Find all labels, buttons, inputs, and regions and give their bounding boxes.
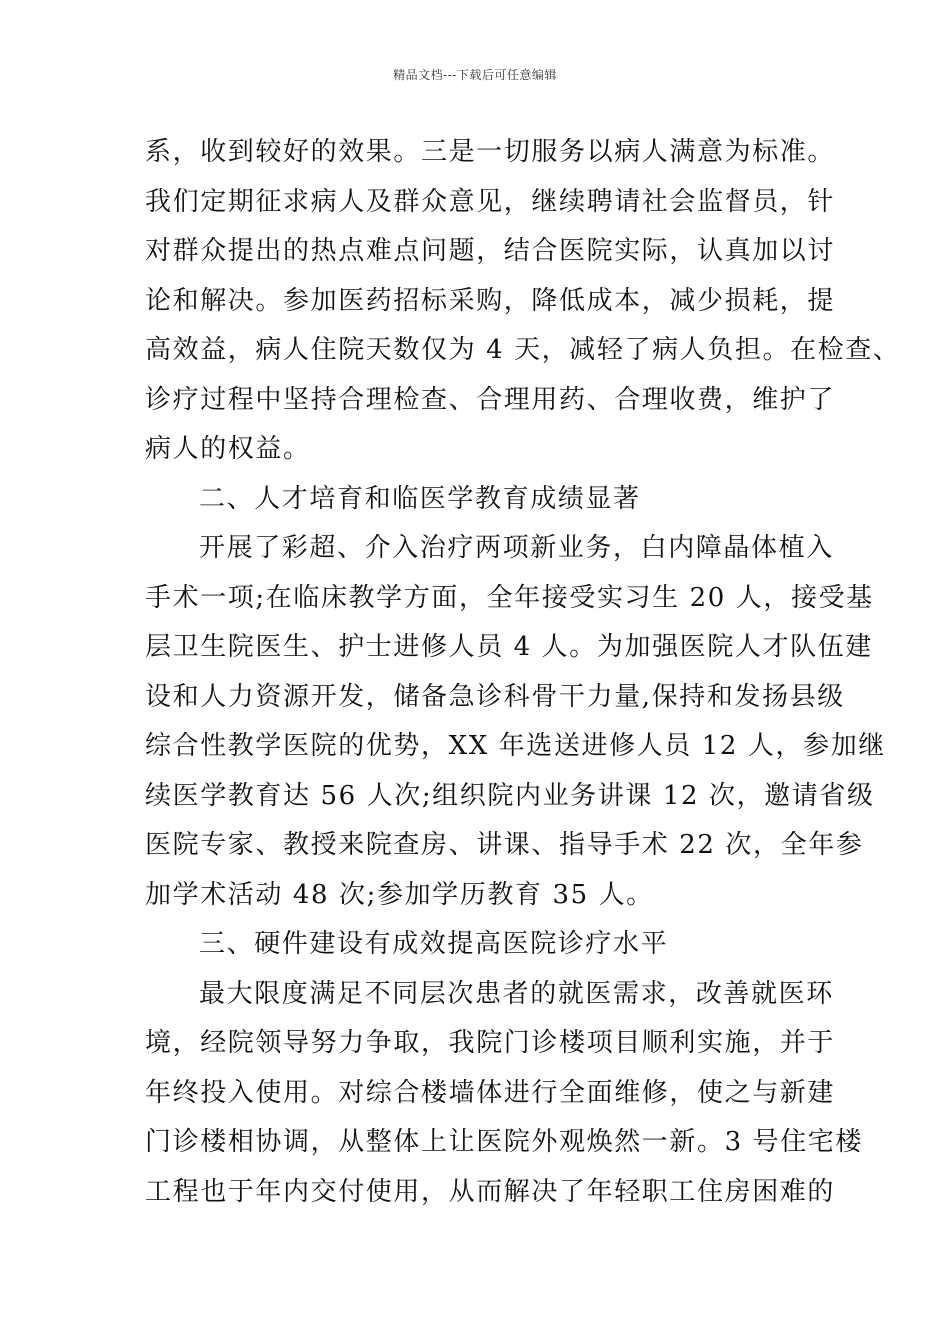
text-line: 诊疗过程中坚持合理检查、合理用药、合理收费，维护了 (145, 384, 836, 415)
text-line: 系，收到较好的效果。三是一切服务以病人满意为标准。 (145, 137, 836, 167)
text-line: 境，经院领导努力争取，我院门诊楼项目顺利实施，并于 (145, 1028, 836, 1058)
text-line: 续医学教育达 56 人次;组织院内业务讲课 12 次，邀请省级 (145, 780, 875, 811)
section-heading: 三、硬件建设有成效提高医院诊疗水平 (199, 929, 669, 959)
text-line: 论和解决。参加医药招标采购，降低成本，减少损耗，提 (145, 285, 836, 316)
text-line: 工程也于年内交付使用，从而解决了年轻职工住房困难的 (145, 1176, 836, 1207)
text-line: 手术一项;在临床教学方面，全年接受实习生 20 人，接受基 (145, 582, 874, 613)
text-line: 年终投入使用。对综合楼墙体进行全面维修，使之与新建 (145, 1077, 836, 1108)
page-header: 精品文档---下载后可任意编辑 (393, 68, 557, 82)
section-heading: 二、人才培育和临医学教育成绩显著 (199, 483, 641, 514)
text-line: 开展了彩超、介入治疗两项新业务，白内障晶体植入 (199, 533, 834, 563)
text-line: 医院专家、教授来院查房、讲课、指导手术 22 次，全年参 (145, 830, 864, 860)
text-line: 对群众提出的热点难点问题，结合医院实际，认真加以讨 (145, 236, 836, 266)
text-line: 综合性教学医院的优势，XX 年选送进修人员 12 人，参加继 (145, 731, 886, 761)
text-line: 病人的权益。 (145, 434, 311, 464)
text-line: 加学术活动 48 次;参加学历教育 35 人。 (145, 879, 654, 910)
text-line: 设和人力资源开发，储备急诊科骨干力量,保持和发扬县级 (145, 681, 845, 712)
text-line: 我们定期征求病人及群众意见，继续聘请社会监督员，针 (145, 186, 836, 217)
text-line: 最大限度满足不同层次患者的就医需求，改善就医环 (199, 978, 834, 1009)
text-line: 层卫生院医生、护士进修人员 4 人。为加强医院人才队伍建 (145, 632, 873, 662)
text-line: 高效益，病人住院天数仅为 4 天，减轻了病人负担。在检查、 (145, 335, 901, 365)
document-body (145, 128, 901, 1217)
text-line: 门诊楼相协调，从整体上让医院外观焕然一新。3 号住宅楼 (145, 1127, 864, 1157)
